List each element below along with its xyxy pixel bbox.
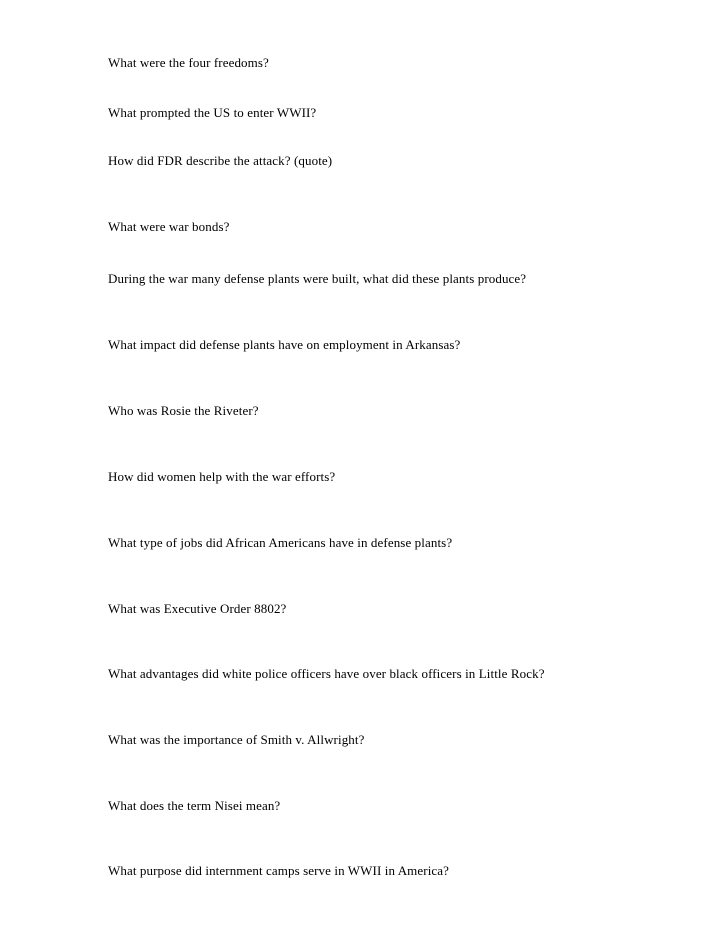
question-four-freedoms: What were the four freedoms? [108, 55, 269, 70]
question-nisei: What does the term Nisei mean? [108, 798, 281, 813]
question-war-bonds: What were war bonds? [108, 219, 230, 234]
question-executive-order-8802: What was Executive Order 8802? [108, 601, 287, 616]
question-defense-plants-produce: During the war many defense plants were built, what did these plants produce? [108, 271, 527, 286]
question-rosie-riveter: Who was Rosie the Riveter? [108, 403, 259, 418]
question-fdr-quote: How did FDR describe the attack? (quote) [108, 153, 333, 168]
question-women-war-efforts: How did women help with the war efforts? [108, 469, 336, 484]
question-smith-v-allwright: What was the importance of Smith v. Allwright? [108, 732, 365, 747]
question-us-enter-wwii: What prompted the US to enter WWII? [108, 105, 317, 120]
question-employment-arkansas: What impact did defense plants have on employment in Arkansas? [108, 337, 461, 352]
question-internment-camps: What purpose did internment camps serve in WWII in America? [108, 863, 450, 878]
question-police-officers: What advantages did white police officers have over black officers in Little Rock? [108, 666, 545, 681]
question-african-american-jobs: What type of jobs did African Americans have in defense plants? [108, 535, 453, 550]
